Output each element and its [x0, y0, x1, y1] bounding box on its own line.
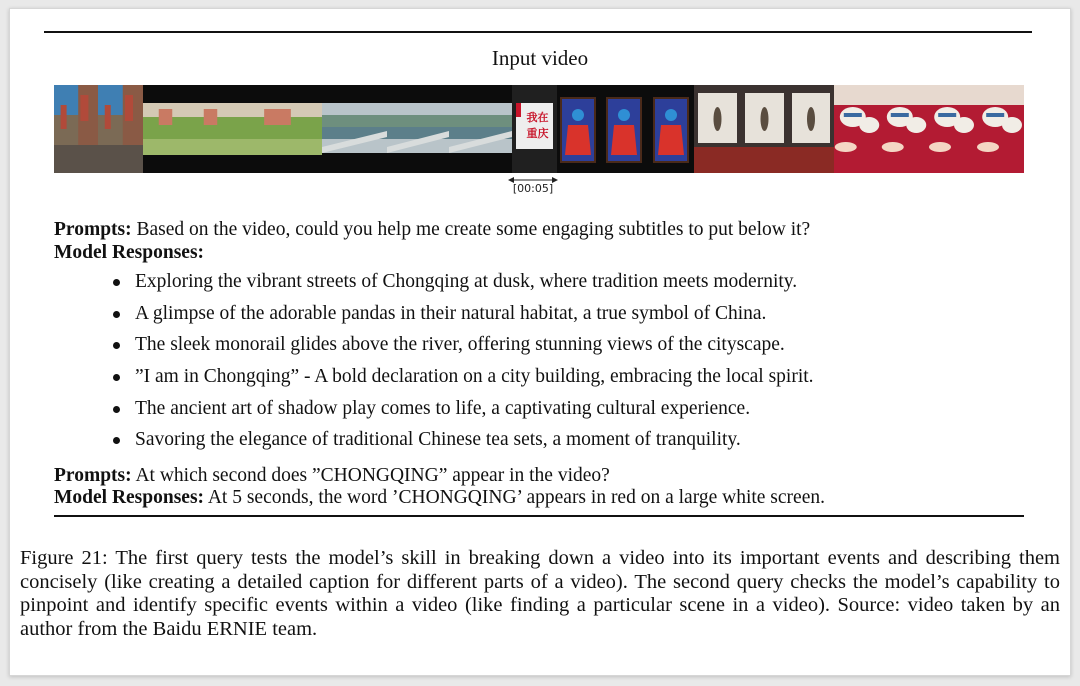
- bullet-icon: [113, 437, 120, 444]
- bullet-icon: [113, 374, 120, 381]
- prompt-2: [54, 465, 610, 487]
- prompt-1-text: Based on the video, could you help me create some engaging subtitles to put below it?: [131, 219, 811, 240]
- response-2-text: At 5 seconds, the word ’CHONGQING’ appears in red on a large white screen.: [204, 487, 825, 508]
- response-item: [110, 429, 814, 461]
- shadow-frame-1: [694, 85, 741, 173]
- response-item: [110, 334, 814, 366]
- response-item-text: The sleek monorail glides above the river, offering stunning views of the cityscape.: [135, 334, 785, 356]
- sign-text-line-2: 重庆: [526, 127, 549, 140]
- puppet-frame-2: [605, 85, 643, 173]
- shadow-frame-2: [741, 85, 788, 173]
- prompt-1: [54, 219, 810, 241]
- prompt-2-label: Prompts:: [54, 465, 132, 486]
- responses-1-heading: [54, 242, 204, 264]
- response-item: [110, 366, 814, 398]
- response-list: [110, 271, 814, 461]
- tea-frame-1: [834, 85, 881, 173]
- panda-frame-2: [188, 85, 233, 173]
- response-item-text: Savoring the elegance of traditional Chinese tea sets, a moment of tranquility.: [135, 429, 741, 451]
- responses-1-label: Model Responses:: [54, 242, 205, 263]
- shadow-frame-3: [788, 85, 834, 173]
- street-frame-2: [98, 85, 143, 173]
- timestamp-label: [00:05]: [512, 182, 554, 195]
- bottom-rule: [54, 515, 1024, 517]
- bullet-icon: [113, 342, 120, 349]
- sign-text-line-1: 我在: [526, 111, 549, 124]
- prompt-2-text: At which second does ”CHONGQING” appear in the video?: [131, 465, 610, 486]
- tea-frame-3: [928, 85, 976, 173]
- response-item-text: Exploring the vibrant streets of Chongqing at dusk, where tradition meets modernity.: [135, 271, 798, 292]
- tea-frame-2: [881, 85, 928, 173]
- panda-frame-3: [233, 85, 322, 173]
- figure-title: Input video: [491, 46, 589, 70]
- response-2-label: Model Responses:: [54, 487, 205, 508]
- panda-frame-1: [143, 85, 188, 173]
- response-2: [54, 487, 825, 509]
- figure-caption: Figure 21: The first query tests the model’s skill in breaking down a video into its important events and describing them concisely (like creating a detailed caption for different parts of a video). The second query checks the model’s capability to pinpoint and identify specific events within a video (like finding a particular scene in a video). Source: video taken by an author from the Baidu ERNIE team.: [20, 547, 1060, 640]
- response-item-text: A glimpse of the adorable pandas in their natural habitat, a true symbol of China.: [135, 302, 767, 324]
- paper-page: [9, 8, 1071, 676]
- puppet-frame-3: [652, 85, 690, 173]
- monorail-frame-1: [322, 85, 387, 173]
- response-item-text: ”I am in Chongqing” - A bold declaration on a city building, embracing the local spirit.: [135, 366, 814, 388]
- response-item: [110, 398, 814, 430]
- response-item: [110, 271, 814, 303]
- monorail-frame-3: [449, 85, 512, 173]
- tea-frame-4: [976, 85, 1024, 173]
- prompt-1-label: Prompts:: [54, 219, 132, 240]
- bullet-icon: [113, 311, 120, 318]
- monorail-frame-2: [387, 85, 449, 173]
- puppet-frame-1: [559, 85, 597, 173]
- response-item: [110, 303, 814, 335]
- response-item-text: The ancient art of shadow play comes to life, a captivating cultural experience.: [135, 397, 751, 419]
- top-rule: [44, 31, 1032, 33]
- timestamp-marker: [508, 173, 558, 197]
- video-filmstrip: [54, 85, 1024, 173]
- bullet-icon: [113, 279, 120, 286]
- sign-frame: [512, 85, 557, 173]
- bullet-icon: [113, 406, 120, 413]
- street-frame-1: [54, 85, 98, 173]
